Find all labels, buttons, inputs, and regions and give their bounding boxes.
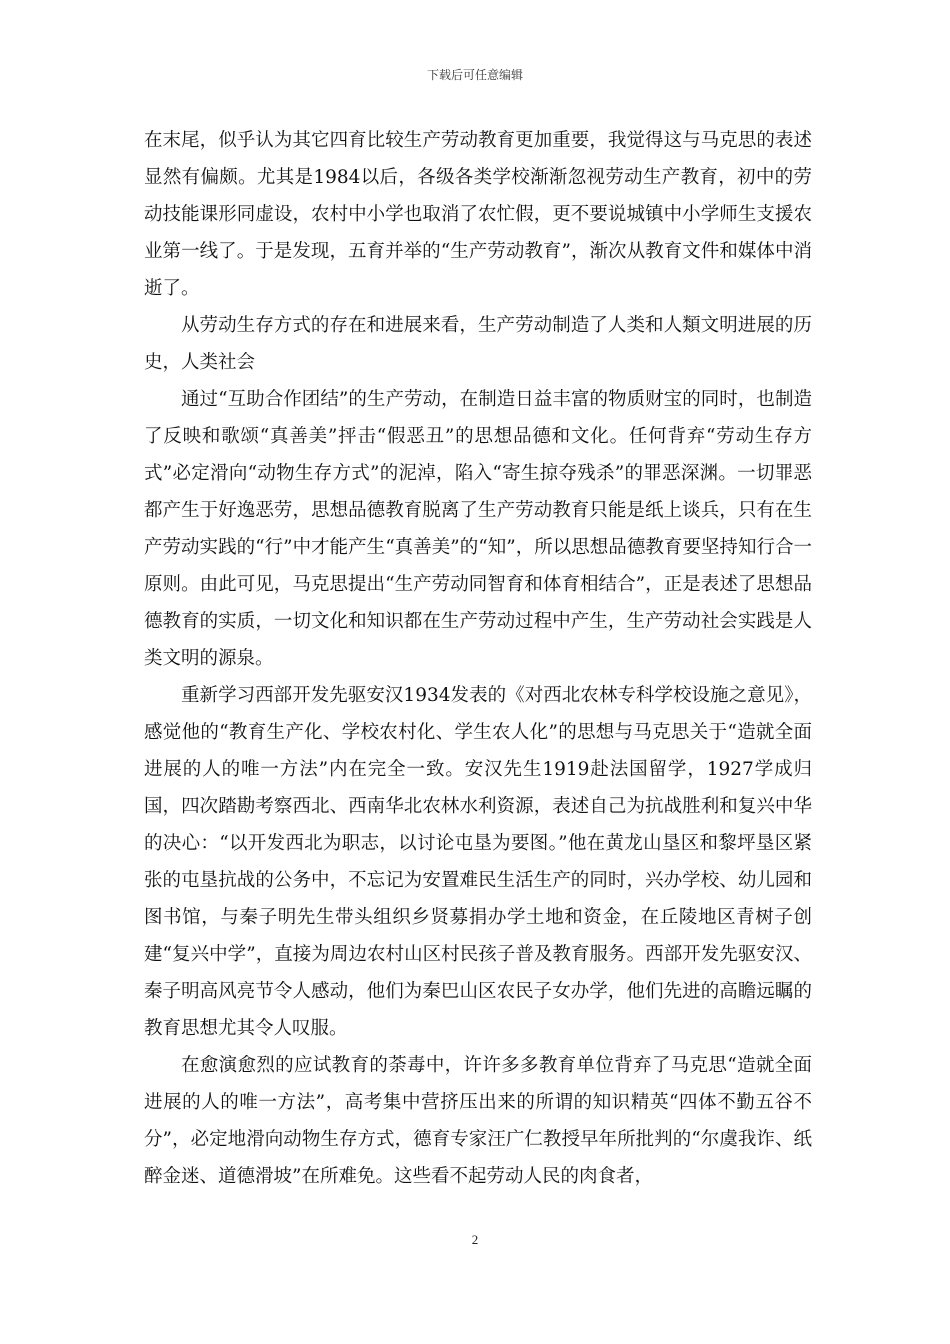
paragraph: 在末尾，似乎认为其它四育比较生产劳动教育更加重要，我觉得这与马克思的表述显然有偏颇。尤其是1984以后，各级各类学校渐渐忽视劳动生产教育，初中的劳动技能课形同虚设，农村中小学也取消了农忙假，更不要说城镇中小学师生支援农业第一线了。于是发现，五育并举的“生产劳动教育”，渐次从教育文件和媒体中消逝了。	[144, 130, 812, 299]
document-body	[144, 122, 812, 1195]
paragraph: 从劳动生存方式的存在和进展来看，生产劳动制造了人类和人類文明进展的历史，人类社会	[144, 315, 812, 373]
paragraph: 在愈演愈烈的应试教育的荼毒中，许许多多教育单位背弃了马克思“造就全面进展的人的唯一方法”，高考集中营挤压出来的所谓的知识精英“四体不勤五谷不分”，必定地滑向动物生存方式，德育专家汪广仁教授早年所批判的“尔虞我诈、纸醉金迷、道德滑坡”在所难免。这些看不起劳动人民的肉食者，	[144, 1055, 812, 1187]
paragraph: 重新学习西部开发先驱安汉1934发表的《对西北农林专科学校设施之意见》，感觉他的“教育生产化、学校农村化、学生农人化”的思想与马克思关于“造就全面进展的人的唯一方法”内在完全一致。安汉先生1919赴法国留学，1927学成归国，四次踏勘考察西北、西南华北农林水利资源，表述自己为抗战胜利和复兴中华的决心：“以开发西北为职志，以讨论屯垦为要图。”他在黄龙山垦区和黎坪垦区紧张的屯垦抗战的公务中，不忘记为安置难民生活生产的同时，兴办学校、幼儿园和图书馆，与秦子明先生带头组织乡贤募捐办学土地和资金，在丘陵地区青树子创建“复兴中学”，直接为周边农村山区村民孩子普及教育服务。西部开发先驱安汉、秦子明高风亮节令人感动，他们为秦巴山区农民子女办学，他们先进的高瞻远瞩的教育思想尤其令人叹服。	[144, 685, 812, 1039]
page-number: 2	[471, 1232, 479, 1247]
page-header: 下载后可任意编辑	[426, 68, 523, 82]
paragraph: 通过“互助合作团结”的生产劳动，在制造日益丰富的物质财宝的同时，也制造了反映和歌颂“真善美”抨击“假恶丑”的思想品德和文化。任何背弃“劳动生存方式”必定滑向“动物生存方式”的泥淖，陷入“寄生掠夺残杀”的罪恶深渊。一切罪恶都产生于好逸恶劳，思想品德教育脱离了生产劳动教育只能是纸上谈兵，只有在生产劳动实践的“行”中才能产生“真善美”的“知”，所以思想品德教育要坚持知行合一原则。由此可见，马克思提出“生产劳动同智育和体育相结合”，正是表述了思想品德教育的实质，一切文化和知识都在生产劳动过程中产生，生产劳动社会实践是人类文明的源泉。	[144, 389, 812, 669]
